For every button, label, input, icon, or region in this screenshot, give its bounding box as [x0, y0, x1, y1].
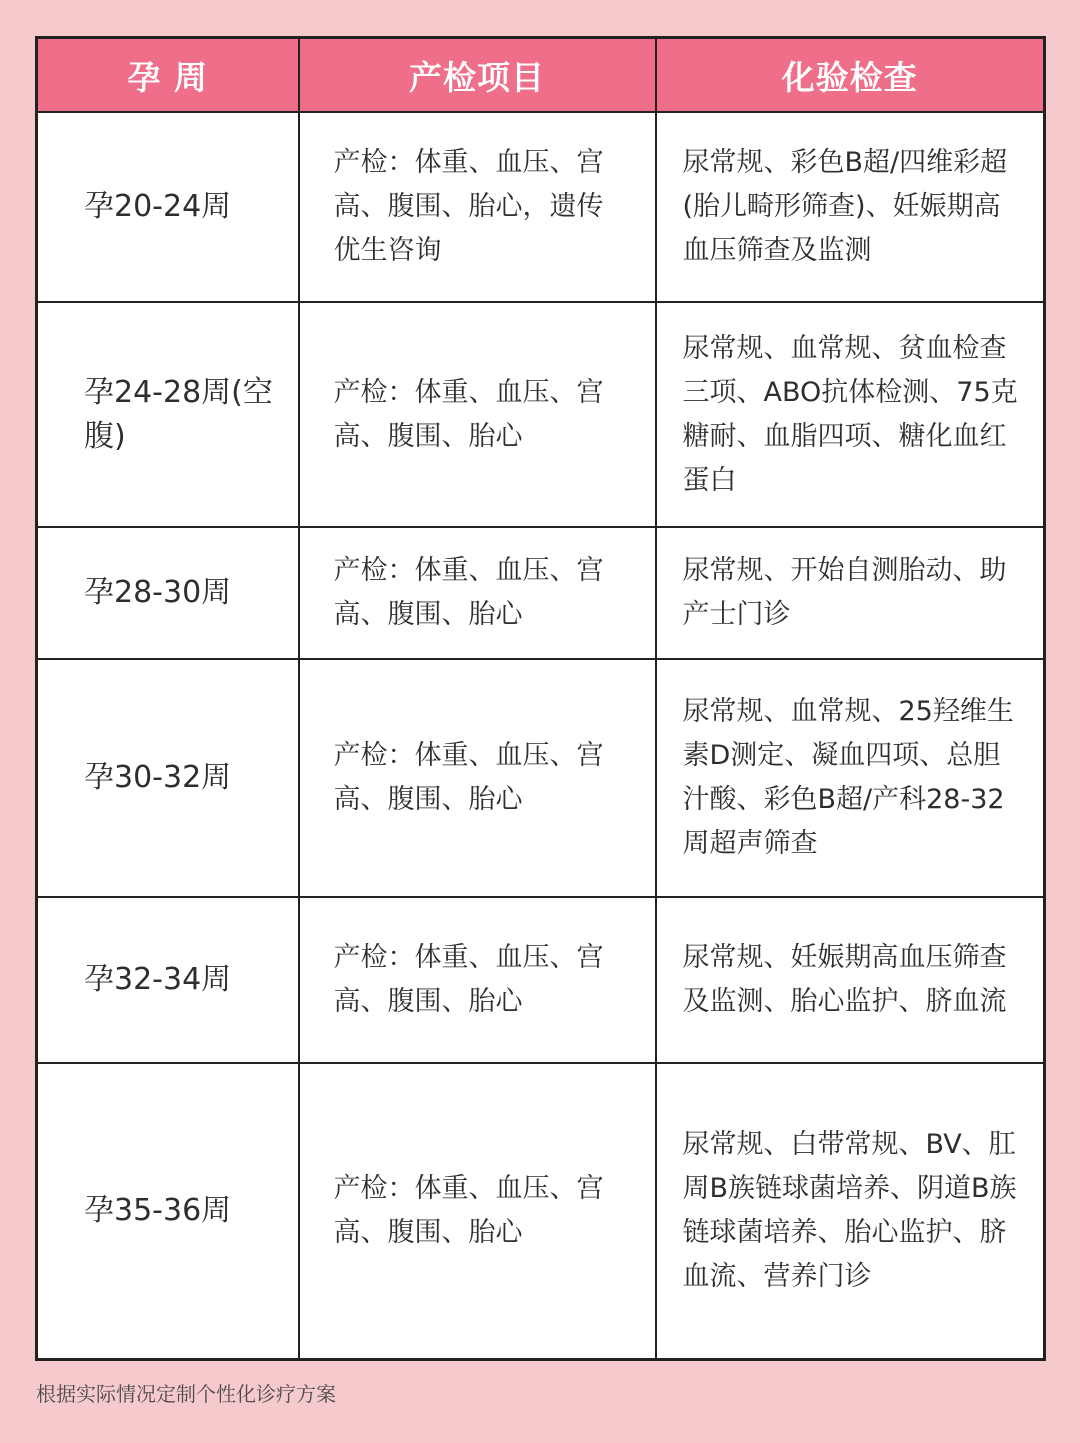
lab-cell — [656, 302, 1045, 527]
lab-cell — [656, 527, 1045, 659]
prenatal-text: 产检：体重、血压、宫高、腹围、胎心 — [333, 1172, 604, 1248]
prenatal-text: 产检：体重、血压、宫高、腹围、胎心 — [333, 740, 604, 815]
lab-cell — [656, 897, 1045, 1063]
lab-cell — [656, 659, 1045, 897]
table-row — [37, 302, 1045, 527]
prenatal-text: 产检：体重、血压、宫高、腹围、胎心 — [333, 376, 604, 452]
prenatal-text: 产检：体重、血压、宫高、腹围、胎心 — [333, 942, 604, 1017]
table-row — [37, 1063, 1045, 1359]
week-cell — [37, 112, 299, 302]
week-text: 孕35-36周 — [84, 1192, 232, 1228]
prenatal-text: 产检：体重、血压、宫高、腹围、胎心 — [333, 555, 604, 630]
lab-cell — [656, 112, 1045, 302]
week-text: 孕28-30周 — [84, 575, 232, 610]
header-lab-tests: 化验检查 — [656, 38, 1045, 113]
week-text: 孕32-34周 — [84, 962, 232, 997]
week-cell — [37, 527, 299, 659]
week-cell — [37, 302, 299, 527]
prenatal-cell — [299, 659, 656, 897]
footnote: 根据实际情况定制个性化诊疗方案 — [36, 1382, 336, 1406]
table-row — [37, 897, 1045, 1063]
prenatal-text: 产检：体重、血压、宫高、腹围、胎心，遗传优生咨询 — [333, 147, 604, 266]
week-text: 孕24-28周(空腹) — [84, 374, 273, 454]
table-row — [37, 112, 1045, 302]
week-cell — [37, 659, 299, 897]
table-row — [37, 527, 1045, 659]
table-row — [37, 659, 1045, 897]
lab-text: 尿常规、血常规、25羟维生素D测定、凝血四项、总胆汁酸、彩色B超/产科28-32周超声筛查 — [682, 696, 1014, 859]
week-cell — [37, 897, 299, 1063]
week-text: 孕20-24周 — [84, 189, 232, 224]
week-text: 孕30-32周 — [84, 760, 232, 795]
lab-cell — [656, 1063, 1045, 1359]
lab-text: 尿常规、彩色B超/四维彩超(胎儿畸形筛查)、妊娠期高血压筛查及监测 — [682, 147, 1008, 266]
prenatal-checkup-table — [35, 36, 1046, 1361]
table-header-row — [37, 38, 1045, 113]
header-week: 孕 周 — [37, 38, 299, 113]
lab-text: 尿常规、妊娠期高血压筛查及监测、胎心监护、脐血流 — [682, 942, 1007, 1017]
week-cell — [37, 1063, 299, 1359]
header-prenatal-items: 产检项目 — [299, 38, 656, 113]
prenatal-cell — [299, 897, 656, 1063]
lab-text: 尿常规、血常规、贫血检查三项、ABO抗体检测、75克糖耐、血脂四项、糖化血红蛋白 — [682, 332, 1018, 496]
prenatal-cell — [299, 527, 656, 659]
lab-text: 尿常规、开始自测胎动、助产士门诊 — [682, 555, 1007, 630]
prenatal-cell — [299, 1063, 656, 1359]
lab-text: 尿常规、白带常规、BV、肛周B族链球菌培养、阴道B族链球菌培养、胎心监护、脐血流、营养门诊 — [682, 1128, 1017, 1292]
prenatal-cell — [299, 302, 656, 527]
prenatal-cell — [299, 112, 656, 302]
